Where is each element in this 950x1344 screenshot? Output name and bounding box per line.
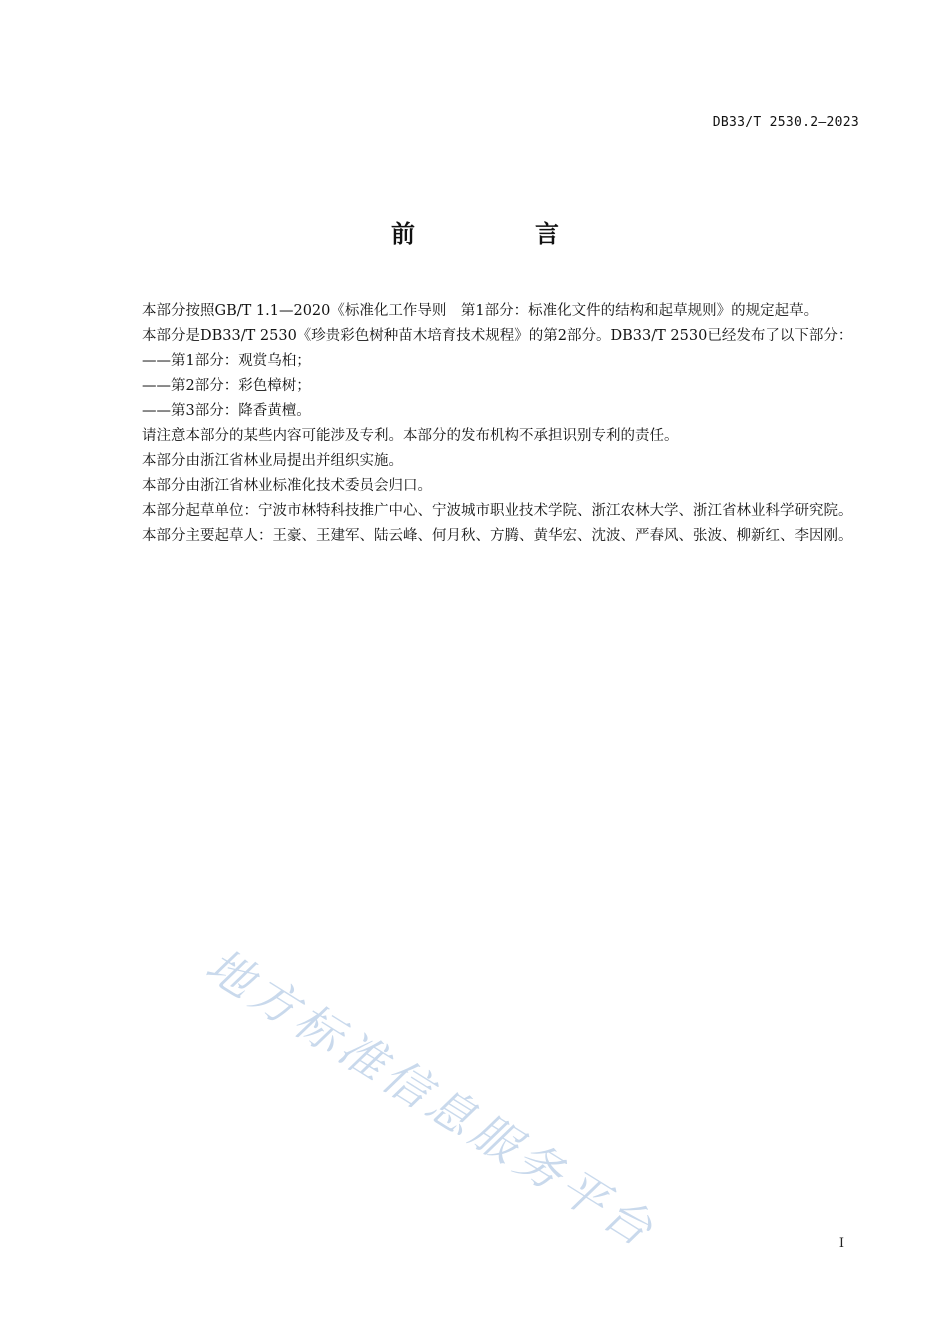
paragraph-technical-committee: 本部分由浙江省林业标准化技术委员会归口。 [142, 478, 432, 494]
paragraph-patent-notice: 请注意本部分的某些内容可能涉及专利。本部分的发布机构不承担识别专利的责任。 [142, 428, 679, 444]
paragraph-drafting-units: 本部分起草单位：宁波市林特科技推广中心、宁波城市职业技术学院、浙江农林大学、浙江省林业科学研究院。 [142, 503, 853, 519]
foreword-body [113, 299, 859, 549]
watermark: 地方标准信息服务平台 [196, 937, 667, 1259]
page-title: 前 言 [391, 220, 607, 248]
paragraph-drafting-basis: 本部分按照GB/T 1.1—2020《标准化工作导则 第1部分：标准化文件的结构和起草规则》的规定起草。 [142, 303, 819, 319]
page-number: I [838, 1236, 844, 1251]
list-item-part-3: ——第3部分：降香黄檀。 [142, 403, 311, 419]
paragraph-proposer: 本部分由浙江省林业局提出并组织实施。 [142, 453, 403, 469]
paragraph-drafters: 本部分主要起草人：王豪、王建军、陆云峰、何月秋、方腾、黄华宏、沈波、严春风、张波、柳新红、李因刚。 [142, 528, 853, 544]
document-code: DB33/T 2530.2—2023 [712, 115, 859, 130]
paragraph-standard-parts: 本部分是DB33/T 2530《珍贵彩色树种苗木培育技术规程》的第2部分。DB33/T 2530已经发布了以下部分： [142, 328, 853, 344]
list-item-part-1: ——第1部分：观赏乌桕； [142, 353, 311, 369]
list-item-part-2: ——第2部分：彩色樟树； [142, 378, 311, 394]
